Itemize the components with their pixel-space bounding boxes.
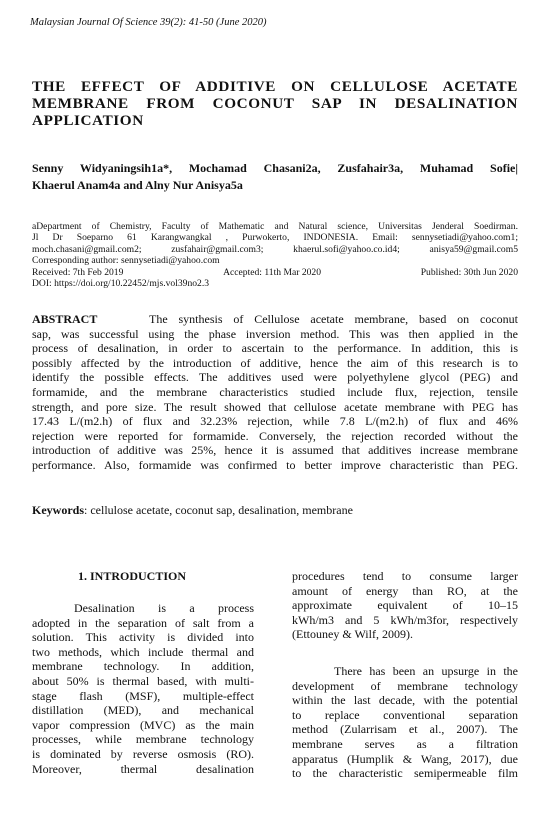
abstract-line: possibly affected by the introduction of additive, hence the aim of this research is to xyxy=(32,355,518,370)
body-line: solution. This activity is divided into xyxy=(32,630,254,645)
body-line: to the characteristic semipermeable film xyxy=(292,766,518,781)
body-line: amount of energy than RO, at the xyxy=(292,583,518,598)
body-line: adopted in the separation of salt from a xyxy=(32,615,254,630)
body-line: development of membrane technology xyxy=(292,678,518,693)
body-line: two methods, which include thermal and xyxy=(32,644,254,659)
abstract-line: strength, and pore size. The result showed that cellulose acetate membrane with PEG has xyxy=(32,399,518,414)
body-line: within the last decade, with the potential xyxy=(292,693,518,708)
dates-row xyxy=(32,267,518,278)
abstract-line: 17.43 L/(m2.h) of flux and 32.23% rejection, while 7.8 L/(m2.h) of flux and 46% xyxy=(32,414,518,429)
body-line: membrane serves as a filtration xyxy=(292,736,518,751)
abstract-first-row xyxy=(32,312,518,327)
abstract-block xyxy=(32,312,518,473)
abstract-line: formamide, and the membrane characteristics studied include flux, rejection, tensile xyxy=(32,384,518,399)
affiliation-line: Jl Dr Soeparno 61 Karangwangkal , Purwokerto, INDONESIA. Email: sennysetiadi@yahoo.com1; xyxy=(32,232,518,244)
body-line: Moreover, thermal desalination xyxy=(32,761,254,776)
affiliation-block xyxy=(32,221,518,289)
accepted-date: Accepted: 11th Mar 2020 xyxy=(223,266,322,278)
author-line: Senny Widyaningsih1a*, Mochamad Chasani2a, Zusfahair3a, Muhamad Sofie| xyxy=(32,161,518,175)
body-line: approximate equivalent of 10–15 xyxy=(292,598,518,613)
section-heading: 1. INTRODUCTION xyxy=(78,569,187,583)
journal-header: Malaysian Journal Of Science 39(2): 41-50 (June 2020) xyxy=(30,17,267,28)
paper-title xyxy=(32,78,518,129)
body-line: Desalination is a process xyxy=(74,601,254,615)
body-line: (Ettouney & Wilf, 2009). xyxy=(292,627,413,642)
body-line: is dominated by reverse osmosis (RO). xyxy=(32,746,254,761)
body-line: method (Zularrisam et al., 2007). The xyxy=(292,722,518,737)
right-column xyxy=(292,569,518,781)
body-line: procedures tend to consume larger xyxy=(292,569,518,583)
abstract-line: introduction of additive was 25%, hence it is assumed that additives increase membrane xyxy=(32,443,518,458)
affiliation-line: aDepartment of Chemistry, Faculty of Mathematic and Natural science, Universitas Jenderal Soedirman. xyxy=(32,221,518,232)
doi-link[interactable]: DOI: https://doi.org/10.22452/mjs.vol39no2.3 xyxy=(32,278,210,290)
abstract-heading: ABSTRACT xyxy=(32,312,98,326)
abstract-line: The synthesis of Cellulose acetate membrane, based on coconut xyxy=(149,312,518,326)
body-line: apparatus (Humplik & Wang, 2017), due xyxy=(292,751,518,766)
title-line: MEMBRANE FROM COCONUT SAP IN DESALINATION xyxy=(32,95,518,112)
body-line: vapor compression (MVC) as the main xyxy=(32,717,254,732)
body-line: about 50% is thermal based, with multi- xyxy=(32,673,254,688)
corresponding-author: Corresponding author: sennysetiadi@yahoo.com xyxy=(32,255,220,267)
author-line: Khaerul Anam4a and Alny Nur Anisya5a xyxy=(32,178,243,192)
body-line: membrane technology. In addition, xyxy=(32,659,254,674)
body-line: kWh/m3 and 5 kWh/m3for, respectively xyxy=(292,612,518,627)
title-line: APPLICATION xyxy=(32,112,144,129)
abstract-line: sap, was successful using the phase inversion method. This was then applied in the xyxy=(32,326,518,341)
title-line: THE EFFECT OF ADDITIVE ON CELLULOSE ACETATE xyxy=(32,78,518,95)
abstract-line: process of desalination, in order to ascertain to the performance. In addition, this is xyxy=(32,341,518,356)
body-line: stage flash (MSF), multiple-effect xyxy=(32,688,254,703)
keywords-text: : cellulose acetate, coconut sap, desalination, membrane xyxy=(84,503,353,517)
left-column xyxy=(32,601,254,776)
abstract-line: identify the possible effects. The additives used were polyethylene glycol (PEG) and xyxy=(32,370,518,385)
affiliation-line: moch.chasani@gmail.com2; zusfahair@gmail.com3; khaerul.sofi@yahoo.co.id4; anisya59@gmail.com5 xyxy=(32,243,518,255)
received-date: Received: 7th Feb 2019 xyxy=(32,266,124,278)
keywords-line xyxy=(32,503,518,518)
body-line: to replace conventional separation xyxy=(292,707,518,722)
body-line: distillation (MED), and mechanical xyxy=(32,703,254,718)
body-line: There has been an upsurge in the xyxy=(334,663,518,678)
keywords-label: Keywords xyxy=(32,503,84,517)
abstract-line: performance. Also, formamide was confirmed to better improve characteristic than PEG. xyxy=(32,457,518,472)
published-date: Published: 30th Jun 2020 xyxy=(420,266,518,278)
author-list xyxy=(32,160,518,194)
body-line: processes, while membrane technology xyxy=(32,732,254,747)
abstract-line: rejection were reported for formamide. Conversely, the rejection recorded without the xyxy=(32,428,518,443)
